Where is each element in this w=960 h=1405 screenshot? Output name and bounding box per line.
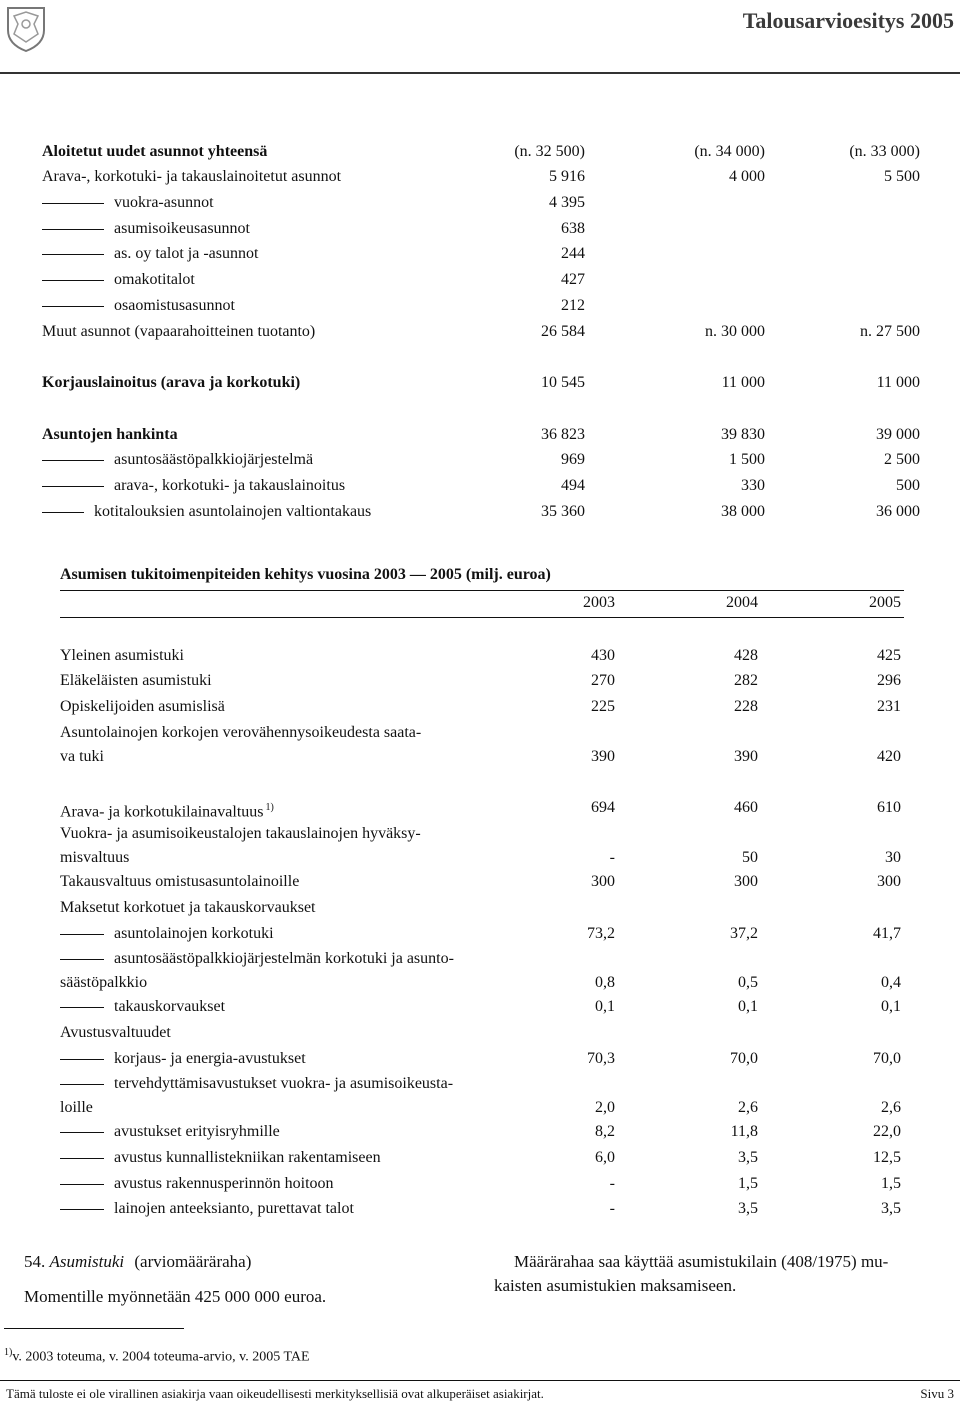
table2-row-label bbox=[60, 722, 421, 744]
table2-row-label-text: korjaus- ja energia-avustukset bbox=[114, 1050, 306, 1067]
table1-cell-1: 244 bbox=[561, 245, 585, 262]
table1-cell-3: (n. 33 000) bbox=[849, 143, 920, 160]
table2-row bbox=[0, 797, 960, 819]
table2-cell-3: 1,5 bbox=[881, 1175, 901, 1192]
table1-cell-2: 330 bbox=[741, 477, 765, 494]
table2-cell-3: 41,7 bbox=[873, 925, 901, 942]
table1-row-label bbox=[42, 295, 235, 317]
table1-row bbox=[0, 218, 960, 240]
table2-cell-2: 50 bbox=[742, 849, 758, 866]
table2-row bbox=[0, 645, 960, 667]
table2-cell-2: 460 bbox=[734, 799, 758, 816]
table1-cell-3: n. 27 500 bbox=[860, 323, 920, 340]
table2-row bbox=[0, 948, 960, 991]
table2-cell-1: 390 bbox=[591, 748, 615, 765]
dash-marker bbox=[42, 280, 104, 281]
table2-row-label bbox=[60, 1073, 453, 1095]
table2-cell-3: 231 bbox=[877, 698, 901, 715]
table1-cell-3: 2 500 bbox=[884, 451, 920, 468]
table1-row bbox=[0, 501, 960, 523]
table2-cell-2: 390 bbox=[734, 748, 758, 765]
footnote bbox=[4, 1347, 310, 1366]
table1-cell-1: 969 bbox=[561, 451, 585, 468]
table2-row-label bbox=[60, 1173, 334, 1195]
footer-page-number: Sivu 3 bbox=[920, 1386, 954, 1401]
table1-row-label bbox=[42, 449, 313, 471]
table2-cell-3: 420 bbox=[877, 748, 901, 765]
table1-row-label bbox=[42, 218, 250, 240]
table1-row bbox=[0, 141, 960, 163]
table1-cell-2: 11 000 bbox=[721, 374, 765, 391]
table2-cell-3: 610 bbox=[877, 799, 901, 816]
table2-cell-3: 3,5 bbox=[881, 1200, 901, 1217]
table1-row-label-text: Asuntojen hankinta bbox=[42, 426, 178, 443]
table2-row-label-text: avustukset erityisryhmille bbox=[114, 1123, 280, 1140]
table2-row-label bbox=[60, 1147, 381, 1169]
table2-row-label-text: Yleinen asumistuki bbox=[60, 647, 184, 664]
dash-marker bbox=[42, 306, 104, 307]
table2-cell-1: 430 bbox=[591, 647, 615, 664]
table2-cell-3: 12,5 bbox=[873, 1149, 901, 1166]
dash-marker bbox=[42, 254, 104, 255]
table1-row bbox=[0, 166, 960, 188]
usage-text-line2: kaisten asumistukien maksamiseen. bbox=[494, 1276, 737, 1295]
table1-row-label bbox=[42, 475, 345, 497]
dash-marker bbox=[60, 934, 104, 935]
table2-row-label-text: tervehdyttämisavustukset vuokra- ja asumisoikeusta- bbox=[114, 1075, 454, 1092]
table1-cell-2: 1 500 bbox=[729, 451, 765, 468]
table2-row-label bbox=[60, 1022, 171, 1044]
table2-cell-3: 22,0 bbox=[873, 1123, 901, 1140]
table1-row bbox=[0, 295, 960, 317]
table2-row-label-text: asuntosäästöpalkkiojärjestelmän korkotuki ja asunto- bbox=[114, 950, 454, 967]
table1-row-label bbox=[42, 269, 195, 291]
table2-cell-2: 0,1 bbox=[738, 998, 758, 1015]
table2-cell-1: 6,0 bbox=[595, 1149, 615, 1166]
table1-row-label-text: arava-, korkotuki- ja takauslainoitus bbox=[114, 477, 346, 494]
dash-marker bbox=[60, 1007, 104, 1008]
table2-row bbox=[0, 1198, 960, 1220]
footnote-mark: 1) bbox=[4, 1347, 13, 1358]
table2-row-label-text: Asuntolainojen korkojen verovähennysoikeudesta saata- bbox=[60, 724, 422, 741]
table1-cell-1: 5 916 bbox=[549, 168, 585, 185]
dash-marker bbox=[42, 486, 104, 487]
section-heading bbox=[24, 1252, 251, 1272]
table2-row-label-text: Takausvaltuus omistusasuntolainoille bbox=[60, 873, 300, 890]
dash-marker bbox=[60, 1059, 104, 1060]
year-header-rule bbox=[60, 617, 904, 618]
footnote-text: v. 2003 toteuma, v. 2004 toteuma-arvio, v. 2005 TAE bbox=[12, 1349, 310, 1365]
table2-row-label-text: Avustusvaltuudet bbox=[60, 1024, 171, 1041]
dash-marker bbox=[42, 229, 104, 230]
table2-row bbox=[0, 871, 960, 893]
year-header-2004: 2004 bbox=[726, 594, 758, 611]
table1-cell-3: 500 bbox=[896, 477, 920, 494]
table2-row-label-text: takauskorvaukset bbox=[114, 998, 226, 1015]
table2-row-label-continuation: loille bbox=[60, 1099, 93, 1116]
table1-row-label-text: asumisoikeusasunnot bbox=[114, 220, 250, 237]
table1-row-label bbox=[42, 321, 315, 343]
table2-cell-3: 0,1 bbox=[881, 998, 901, 1015]
dash-marker bbox=[42, 512, 84, 513]
table2-row-label-continuation: va tuki bbox=[60, 748, 104, 765]
table2-cell-1: 300 bbox=[591, 873, 615, 890]
table1-cell-1: (n. 32 500) bbox=[514, 143, 585, 160]
table2-cell-2: 1,5 bbox=[738, 1175, 758, 1192]
table2-cell-1: 0,8 bbox=[595, 974, 615, 991]
table2-row-label-continuation: säästöpalkkio bbox=[60, 974, 148, 991]
table2-row-label-text: Vuokra- ja asumisoikeustalojen takauslainojen hyväksy- bbox=[60, 825, 421, 842]
table1-cell-1: 26 584 bbox=[541, 323, 585, 340]
footer-rule bbox=[0, 1380, 960, 1381]
table2-row-label bbox=[60, 871, 299, 893]
table2-row-label-text: avustus kunnallistekniikan rakentamiseen bbox=[114, 1149, 381, 1166]
table2-cell-1: 694 bbox=[591, 799, 615, 816]
footer-notice: Tämä tuloste ei ole virallinen asiakirja vaan oikeudellisesti merkityksellisiä ovat alkuperäiset asiakirjat. bbox=[6, 1386, 544, 1401]
table2-cell-3: 0,4 bbox=[881, 974, 901, 991]
table2-row bbox=[0, 823, 960, 866]
table1-row bbox=[0, 475, 960, 497]
table2-row-label-text: Eläkeläisten asumistuki bbox=[60, 672, 212, 689]
table2-row-label bbox=[60, 897, 316, 919]
table2-row-label bbox=[60, 670, 212, 692]
table2-cell-2: 0,5 bbox=[738, 974, 758, 991]
dash-marker bbox=[60, 1184, 104, 1185]
table1-row-label bbox=[42, 372, 300, 394]
table2-row-label-text: Opiskelijoiden asumislisä bbox=[60, 698, 225, 715]
table2-cell-1: - bbox=[609, 1175, 615, 1192]
table2-row bbox=[0, 923, 960, 945]
table2-row-label bbox=[60, 696, 225, 718]
table1-cell-2: (n. 34 000) bbox=[694, 143, 765, 160]
footnote-reference: 1) bbox=[265, 802, 274, 813]
table1-row-label-text: Aloitetut uudet asunnot yhteensä bbox=[42, 143, 268, 160]
table2-row bbox=[0, 1022, 960, 1044]
table2-row-label-continuation: misvaltuus bbox=[60, 849, 130, 866]
header-rule bbox=[0, 72, 960, 74]
table1-row bbox=[0, 321, 960, 343]
table2-cell-1: 2,0 bbox=[595, 1099, 615, 1116]
table2-cell-2: 428 bbox=[734, 647, 758, 664]
table2-cell-1: 70,3 bbox=[587, 1050, 615, 1067]
table2-row bbox=[0, 1048, 960, 1070]
table2-row bbox=[0, 696, 960, 718]
table1-cell-1: 212 bbox=[561, 297, 585, 314]
table1-cell-1: 638 bbox=[561, 220, 585, 237]
coat-of-arms-logo-icon bbox=[4, 4, 48, 52]
table1-row bbox=[0, 424, 960, 446]
section-number: 54. bbox=[24, 1252, 46, 1271]
table2-cell-1: 8,2 bbox=[595, 1123, 615, 1140]
dash-marker bbox=[60, 1209, 104, 1210]
table1-cell-1: 36 823 bbox=[541, 426, 585, 443]
table1-row bbox=[0, 192, 960, 214]
dash-marker bbox=[60, 959, 104, 960]
year-header-2003: 2003 bbox=[583, 594, 615, 611]
table2-cell-2: 70,0 bbox=[730, 1050, 758, 1067]
table2-cell-1: - bbox=[609, 1200, 615, 1217]
table2-row-label-text: avustus rakennusperinnön hoitoon bbox=[114, 1175, 334, 1192]
table2-row-label bbox=[60, 645, 184, 667]
table1-cell-1: 35 360 bbox=[541, 503, 585, 520]
table1-cell-1: 4 395 bbox=[549, 194, 585, 211]
table2-row bbox=[0, 1073, 960, 1116]
table2-cell-2: 282 bbox=[734, 672, 758, 689]
table1-row bbox=[0, 372, 960, 394]
table2-row bbox=[0, 722, 960, 765]
table2-cell-1: - bbox=[609, 849, 615, 866]
table1-row-label-text: osaomistusasunnot bbox=[114, 297, 235, 314]
table2-cell-2: 3,5 bbox=[738, 1149, 758, 1166]
table2-row-label-text: Maksetut korkotuet ja takauskorvaukset bbox=[60, 899, 316, 916]
footnote-rule bbox=[4, 1328, 184, 1329]
table2-row-label bbox=[60, 923, 274, 945]
year-header-2005: 2005 bbox=[869, 594, 901, 611]
table2-cell-3: 300 bbox=[877, 873, 901, 890]
table2-cell-1: 73,2 bbox=[587, 925, 615, 942]
table2-row bbox=[0, 897, 960, 919]
table2-cell-2: 37,2 bbox=[730, 925, 758, 942]
table1-row bbox=[0, 449, 960, 471]
table2-cell-3: 296 bbox=[877, 672, 901, 689]
year-header-row bbox=[0, 592, 960, 614]
table1-cell-2: 38 000 bbox=[721, 503, 765, 520]
table2-row bbox=[0, 1147, 960, 1169]
dash-marker bbox=[42, 460, 104, 461]
table2-cell-1: 270 bbox=[591, 672, 615, 689]
table2-cell-1: 0,1 bbox=[595, 998, 615, 1015]
table1-row-label-text: vuokra-asunnot bbox=[114, 194, 214, 211]
table1-cell-3: 5 500 bbox=[884, 168, 920, 185]
dash-marker bbox=[42, 203, 104, 204]
table2-cell-2: 228 bbox=[734, 698, 758, 715]
document-header-title: Talousarvioesitys 2005 bbox=[742, 8, 954, 33]
table1-row-label-text: asuntosäästöpalkkiojärjestelmä bbox=[114, 451, 314, 468]
table2-row-label-text: Arava- ja korkotukilainavaltuus bbox=[60, 803, 264, 821]
table1-cell-2: 4 000 bbox=[729, 168, 765, 185]
table2-row-label bbox=[60, 1121, 280, 1143]
table1-row-label-text: as. oy talot ja -asunnot bbox=[114, 245, 259, 262]
dash-marker bbox=[60, 1132, 104, 1133]
table1-row-label bbox=[42, 243, 258, 265]
table2-cell-2: 11,8 bbox=[730, 1123, 758, 1140]
table1-cell-2: n. 30 000 bbox=[705, 323, 765, 340]
table1-row-label bbox=[42, 141, 267, 163]
table1-row bbox=[0, 243, 960, 265]
section-title: Asumistuki bbox=[49, 1252, 125, 1271]
table1-row bbox=[0, 269, 960, 291]
table2-cell-3: 425 bbox=[877, 647, 901, 664]
section-type: (arviomääräraha) bbox=[134, 1252, 252, 1271]
table1-row-label-text: omakotitalot bbox=[114, 271, 195, 288]
table2-row-label-text: lainojen anteeksianto, purettavat talot bbox=[114, 1200, 354, 1217]
table2-row bbox=[0, 996, 960, 1018]
table1-cell-3: 11 000 bbox=[876, 374, 920, 391]
table2-cell-2: 300 bbox=[734, 873, 758, 890]
table1-row-label bbox=[42, 192, 214, 214]
table2-row bbox=[0, 1121, 960, 1143]
table2-row-label-text: asuntolainojen korkotuki bbox=[114, 925, 274, 942]
table2-row-label bbox=[60, 948, 454, 970]
table2-row-label bbox=[60, 823, 421, 845]
table1-row-label-text: kotitalouksien asuntolainojen valtiontakaus bbox=[94, 503, 372, 520]
table2-row-label bbox=[60, 1198, 354, 1220]
table2-cell-2: 3,5 bbox=[738, 1200, 758, 1217]
dash-marker bbox=[60, 1158, 104, 1159]
table1-row-label bbox=[42, 424, 178, 446]
table2-row bbox=[0, 1173, 960, 1195]
appropriation-text: Momentille myönnetään 425 000 000 euroa. bbox=[24, 1287, 327, 1306]
usage-text-line1: Määrärahaa saa käyttää asumistukilain (408/1975) mu- bbox=[514, 1252, 889, 1271]
support-measures-caption: Asumisen tukitoimenpiteiden kehitys vuosina 2003 — 2005 (milj. euroa) bbox=[60, 566, 551, 583]
table2-row-label bbox=[60, 1048, 306, 1070]
table2-row-label bbox=[60, 996, 225, 1018]
table2-cell-3: 70,0 bbox=[873, 1050, 901, 1067]
table1-cell-1: 427 bbox=[561, 271, 585, 288]
table1-cell-2: 39 830 bbox=[721, 426, 765, 443]
table1-row-label bbox=[42, 501, 371, 523]
table1-row-label-text: Muut asunnot (vapaarahoitteinen tuotanto) bbox=[42, 323, 316, 340]
table2-cell-3: 30 bbox=[885, 849, 901, 866]
table2-cell-3: 2,6 bbox=[881, 1099, 901, 1116]
table1-row-label bbox=[42, 166, 341, 188]
table2-row-label bbox=[60, 797, 274, 823]
table1-cell-1: 494 bbox=[561, 477, 585, 494]
dash-marker bbox=[60, 1084, 104, 1085]
table1-cell-3: 36 000 bbox=[876, 503, 920, 520]
table1-row-label-text: Korjauslainoitus (arava ja korkotuki) bbox=[42, 374, 301, 391]
table2-cell-1: 225 bbox=[591, 698, 615, 715]
table2-row bbox=[0, 670, 960, 692]
table1-cell-3: 39 000 bbox=[876, 426, 920, 443]
table1-row-label-text: Arava-, korkotuki- ja takauslainoitetut asunnot bbox=[42, 168, 342, 185]
table2-cell-2: 2,6 bbox=[738, 1099, 758, 1116]
caption-rule bbox=[60, 590, 904, 591]
table1-cell-1: 10 545 bbox=[541, 374, 585, 391]
